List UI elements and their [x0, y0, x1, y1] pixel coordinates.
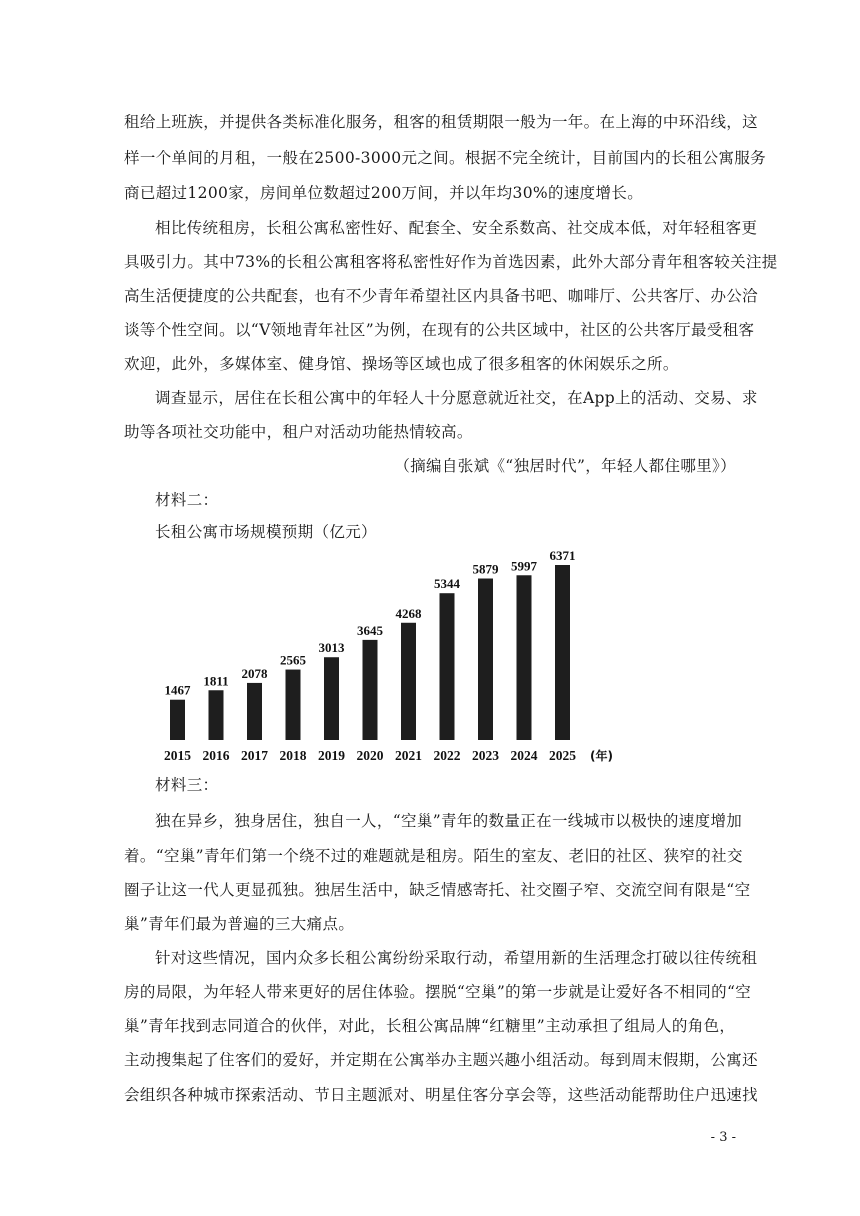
x-tick-label-2023: 2023 — [472, 748, 499, 763]
value-label-2018: 2565 — [280, 652, 306, 668]
x-tick-label-2021: 2021 — [395, 748, 422, 763]
paragraph-4-line-1: 独在异乡，独身居住，独自一人，“空巢”青年的数量正在一线城市以极快的速度增加 — [155, 812, 743, 830]
x-tick-label-2015: 2015 — [164, 748, 191, 763]
bar-2021 — [401, 623, 416, 740]
paragraph-1-line-3: 商已超过1200家，房间单位数超过200万间，并以年均30%的速度增长。 — [124, 184, 644, 202]
paragraph-2-line-3: 高生活便捷度的公共配套，也有不少青年希望社区内具备书吧、咖啡厅、公共客厅、办公洽 — [124, 287, 759, 305]
paragraph-5-line-3: 巢”青年找到志同道合的伙伴，对此，长租公寓品牌“红糖里”主动承担了组局人的角色， — [124, 1017, 736, 1035]
bar-2017 — [247, 683, 262, 740]
paragraph-1-line-1: 租给上班族，并提供各类标准化服务，租客的租赁期限一般为一年。在上海的中环沿线，这 — [124, 113, 759, 131]
value-label-2021: 4268 — [395, 605, 422, 621]
value-label-2017: 2078 — [241, 665, 268, 681]
value-label-2016: 1811 — [203, 673, 229, 689]
x-tick-label-2020: 2020 — [356, 748, 384, 763]
paragraph-4-line-4: 巢”青年们最为普遍的三大痛点。 — [124, 915, 355, 933]
bar-2019 — [324, 657, 339, 740]
paragraph-5-line-4: 主动搜集起了住客们的爱好，并定期在公寓举办主题兴趣小组活动。每到周末假期，公寓还 — [124, 1051, 759, 1069]
bar-2018 — [286, 670, 301, 740]
x-tick-label-2017: 2017 — [241, 748, 268, 763]
paragraph-4-line-3: 圈子让这一代人更显孤独。独居生活中，缺乏情感寄托、社交圈子窄、交流空间有限是“空 — [124, 881, 751, 899]
paragraph-2-line-4: 谈等个性空间。以“V领地青年社区”为例，在现有的公共区域中，社区的公共客厅最受租客 — [124, 321, 755, 339]
value-label-2019: 3013 — [318, 640, 345, 656]
x-tick-label-2024: 2024 — [510, 748, 538, 763]
bar-2025 — [555, 565, 570, 740]
bar-chart — [150, 540, 613, 770]
source-note: （摘编自张斌《“独居时代”，年轻人都住哪里》） — [394, 457, 736, 475]
paragraph-5-line-2: 房的局限，为年轻人带来更好的居住体验。摆脱“空巢”的第一步就是让爱好各不相同的“空 — [124, 983, 752, 1001]
page-number: - 3 - — [710, 1130, 736, 1145]
paragraph-5-line-5: 会组织各种城市探索活动、节日主题派对、明星住客分享会等，这些活动能帮助住户迅速找 — [124, 1086, 759, 1104]
x-axis-unit-label: (年) — [590, 749, 613, 763]
bar-2023 — [478, 579, 493, 740]
material-2-label: 材料二： — [155, 491, 219, 509]
paragraph-3-line-2: 助等各项社交功能中，租户对活动功能热情较高。 — [124, 423, 473, 441]
paragraph-3-line-1: 调查显示，居住在长租公寓中的年轻人十分愿意就近社交，在App上的活动、交易、求 — [155, 389, 758, 407]
material-3-label: 材料三： — [155, 776, 219, 794]
value-label-2024: 5997 — [511, 558, 537, 574]
value-label-2025: 6371 — [549, 548, 576, 563]
bar-2022 — [440, 593, 455, 740]
x-tick-label-2016: 2016 — [202, 748, 230, 763]
chart-title: 长租公寓市场规模预期（亿元） — [155, 523, 377, 541]
value-label-2020: 3645 — [357, 622, 383, 638]
paragraph-2-line-5: 欢迎，此外，多媒体室、健身馆、操场等区域也成了很多租客的休闲娱乐之所。 — [124, 355, 679, 373]
value-label-2023: 5879 — [472, 561, 499, 577]
bar-2020 — [363, 640, 378, 740]
x-tick-label-2025: 2025 — [549, 748, 576, 763]
x-tick-label-2018: 2018 — [279, 748, 307, 763]
bar-2024 — [517, 575, 532, 740]
bar-2015 — [170, 700, 185, 740]
paragraph-5-line-1: 针对这些情况，国内众多长租公寓纷纷采取行动，希望用新的生活理念打破以往传统租 — [155, 949, 758, 967]
bar-2016 — [209, 690, 224, 740]
x-tick-label-2022: 2022 — [433, 748, 461, 763]
value-label-2022: 5344 — [434, 576, 460, 592]
paragraph-2-line-1: 相比传统租房，长租公寓私密性好、配套全、安全系数高、社交成本低，对年轻租客更 — [155, 219, 758, 237]
paragraph-2-line-2: 具吸引力。其中73%的长租公寓租客将私密性好作为首选因素，此外大部分青年租客较关注提 — [124, 253, 778, 271]
value-label-2015: 1467 — [164, 682, 191, 698]
paragraph-4-line-2: 着。“空巢”青年们第一个绕不过的难题就是租房。陌生的室友、老旧的社区、狭窄的社交 — [124, 847, 743, 865]
paragraph-1-line-2: 样一个单间的月租，一般在2500-3000元之间。根据不完全统计，目前国内的长租公寓服务 — [124, 149, 767, 167]
x-tick-label-2019: 2019 — [318, 748, 345, 763]
